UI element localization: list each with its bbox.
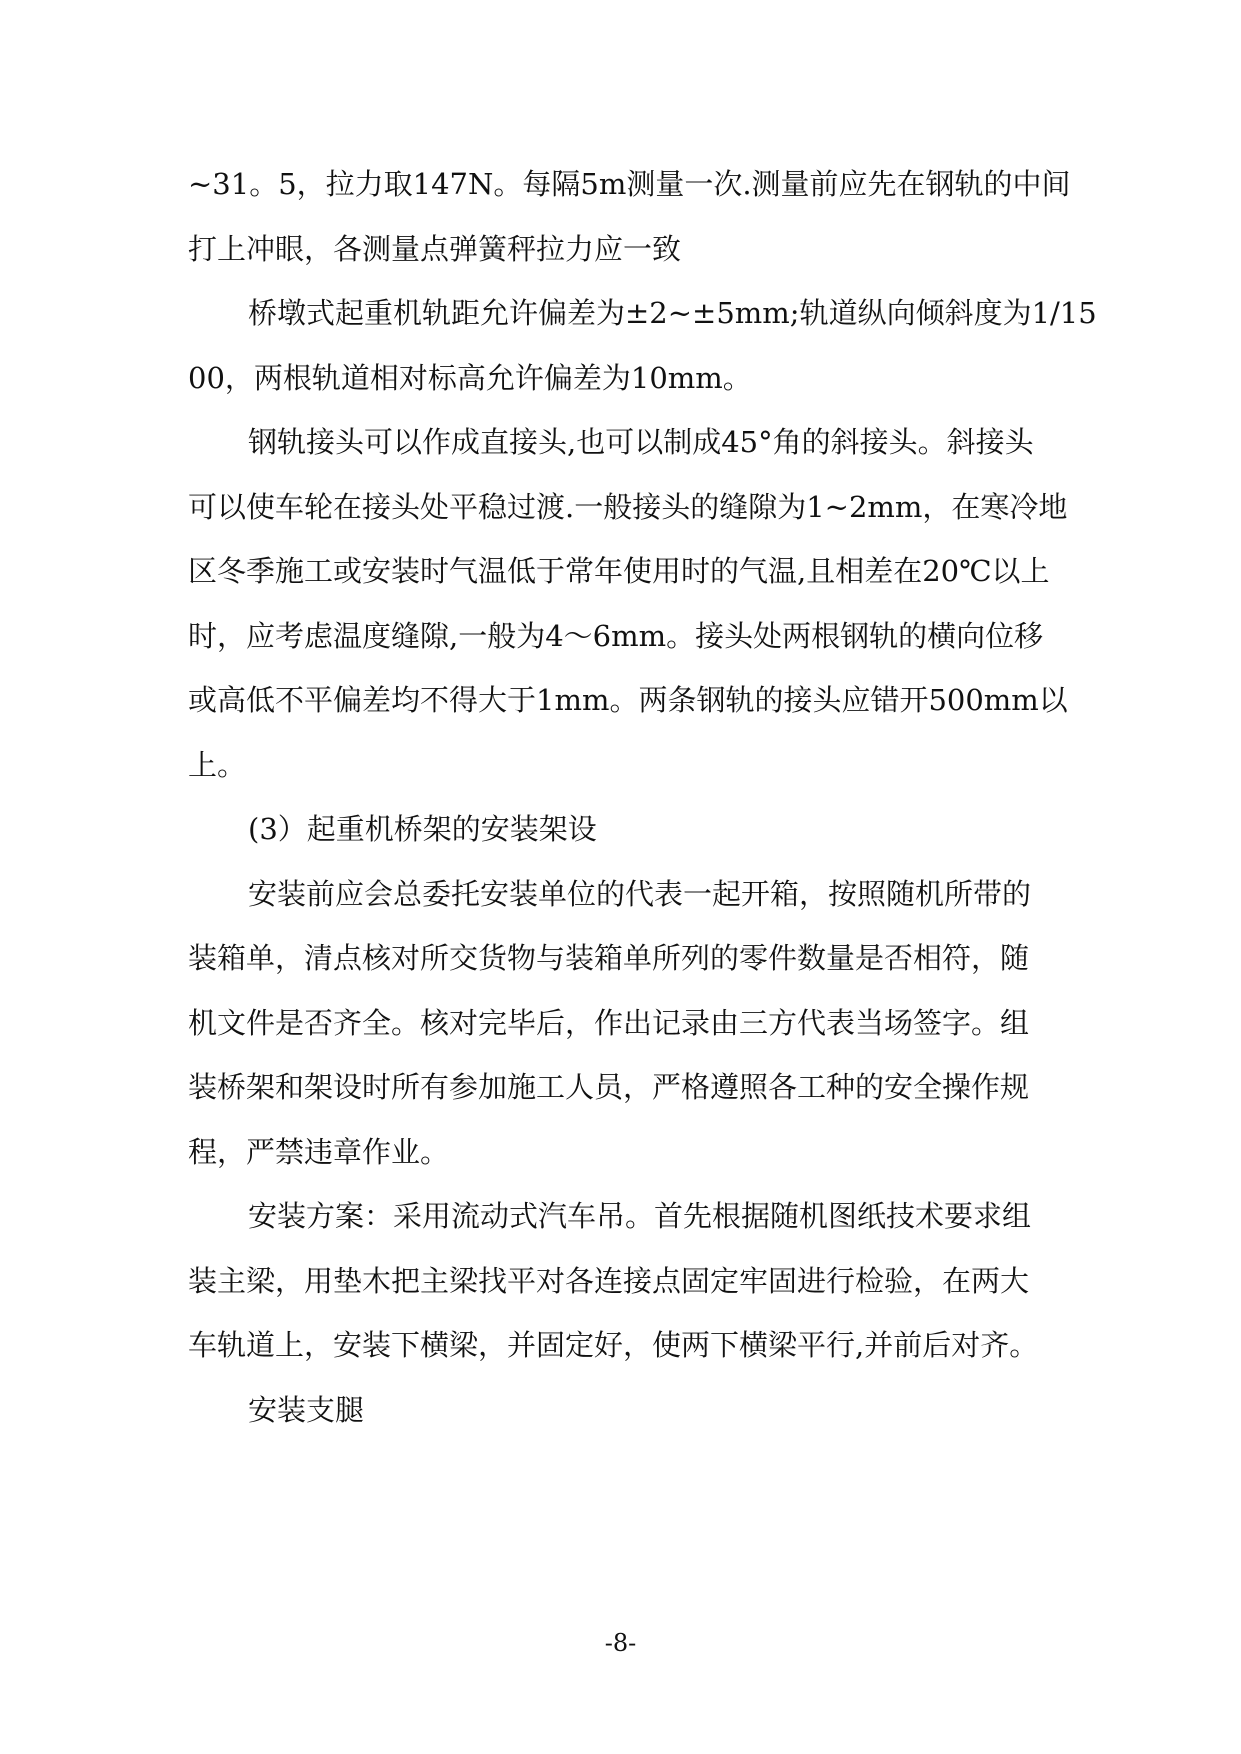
paragraph-start-line: 桥墩式起重机轨距允许偏差为±2~±5mm;轨道纵向倾斜度为1/15 <box>248 296 1097 330</box>
text-line: 车轨道上，安装下横梁，并固定好，使两下横梁平行,并前后对齐。 <box>188 1328 1039 1362</box>
text-line: 打上冲眼，各测量点弹簧秤拉力应一致 <box>188 231 682 266</box>
text-line: 00，两根轨道相对标高允许偏差为10mm。 <box>188 360 752 395</box>
text-line: 区冬季施工或安装时气温低于常年使用时的气温,且相差在20℃以上 <box>188 554 1050 588</box>
text-line: 程，严禁违章作业。 <box>188 1134 450 1169</box>
paragraph-start-line: 安装支腿 <box>248 1392 365 1427</box>
text-line: 机文件是否齐全。核对完毕后，作出记录由三方代表当场签字。组 <box>188 1005 1030 1040</box>
text-line: ~31。5，拉力取147N。每隔5m测量一次.测量前应先在钢轨的中间 <box>188 167 1071 201</box>
text-line: 时，应考虑温度缝隙,一般为4～6mm。接头处两根钢轨的横向位移 <box>188 618 1044 653</box>
text-line: 装桥架和架设时所有参加施工人员，严格遵照各工种的安全操作规 <box>188 1070 1030 1104</box>
paragraph-start-line: 钢轨接头可以作成直接头,也可以制成45°角的斜接头。斜接头 <box>248 425 1034 459</box>
page-number: -8- <box>604 1629 637 1657</box>
text-line: 装箱单，清点核对所交货物与装箱单所列的零件数量是否相符，随 <box>188 941 1030 975</box>
paragraph-start-line: 安装方案：采用流动式汽车吊。首先根据随机图纸技术要求组 <box>248 1199 1032 1233</box>
text-line: 上。 <box>188 747 247 782</box>
paragraph-start-line: 安装前应会总委托安装单位的代表一起开箱，按照随机所带的 <box>248 876 1032 911</box>
section-heading: (3）起重机桥架的安装架设 <box>248 812 597 846</box>
text-line: 装主梁，用垫木把主梁找平对各连接点固定牢固进行检验，在两大 <box>188 1263 1030 1298</box>
text-line: 可以使车轮在接头处平稳过渡.一般接头的缝隙为1~2mm，在寒冷地 <box>188 489 1068 524</box>
body-text <box>188 152 1097 1442</box>
text-line: 或高低不平偏差均不得大于1mm。两条钢轨的接头应错开500mm以 <box>188 683 1068 717</box>
